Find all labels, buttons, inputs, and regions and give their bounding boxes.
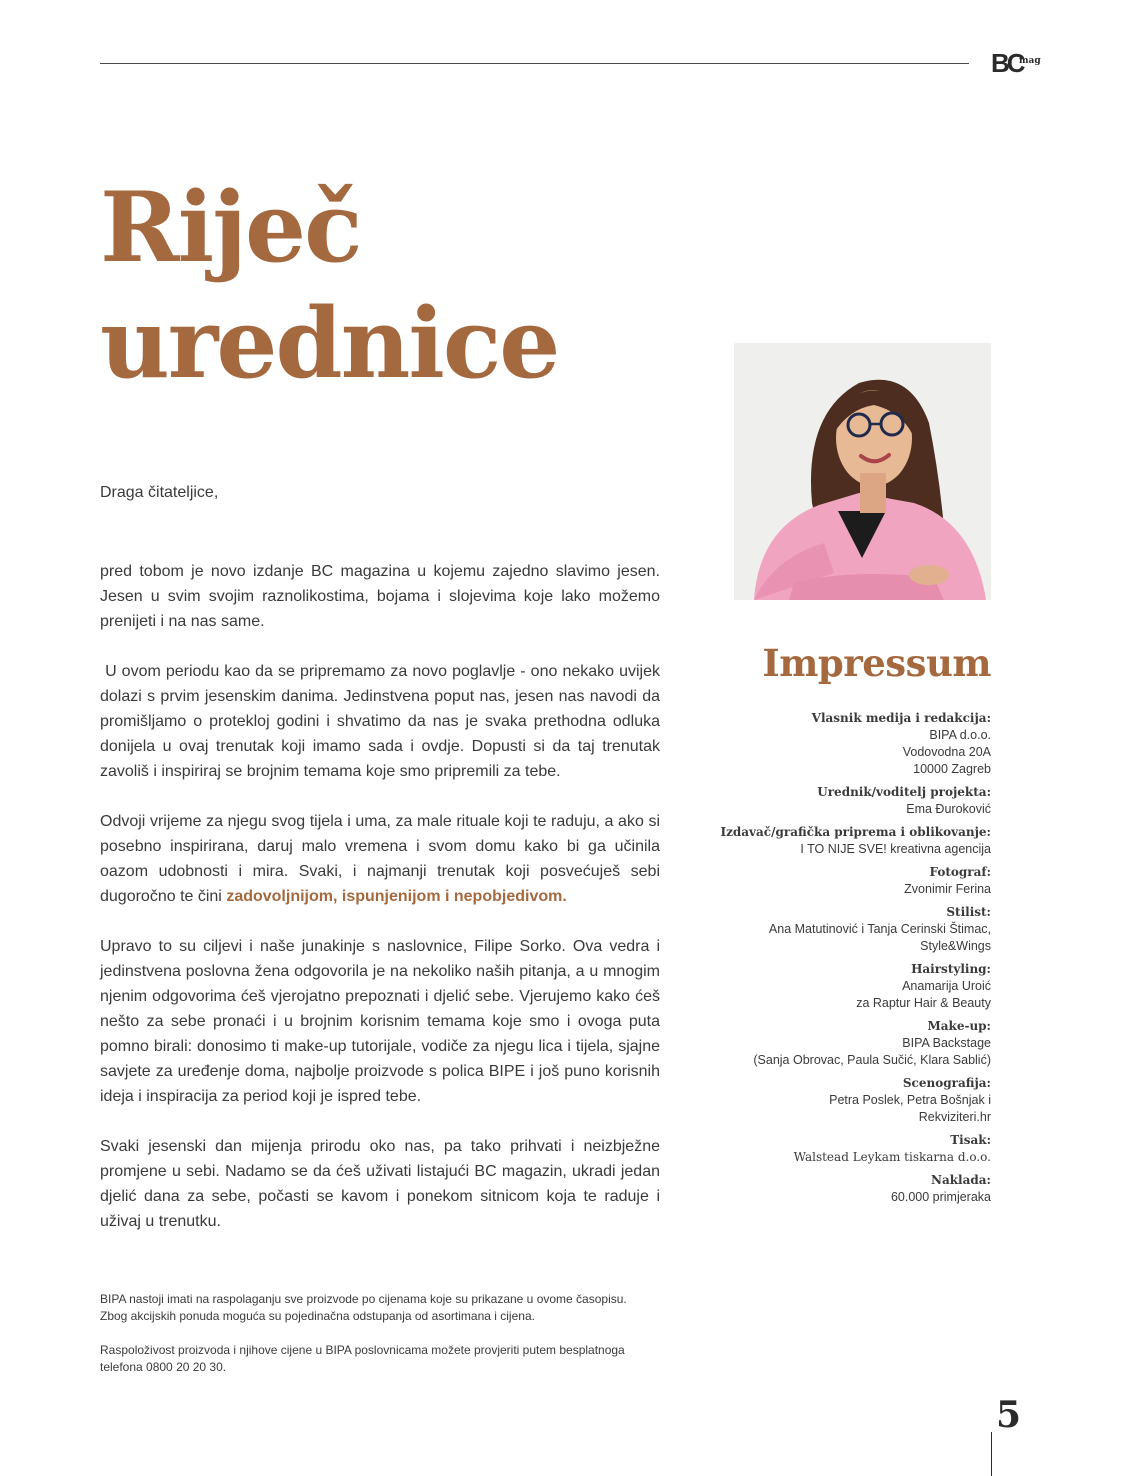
letter-paragraph-3 <box>100 809 660 909</box>
credit-editor <box>700 784 991 818</box>
credit-value: Zvonimir Ferina <box>904 882 991 896</box>
credit-value: BIPA Backstage <box>902 1036 991 1050</box>
credit-print <box>700 1132 991 1166</box>
credit-label: Izdavač/grafička priprema i oblikovanje: <box>720 825 991 839</box>
editor-letter <box>100 559 660 1259</box>
credit-value: za Raptur Hair & Beauty <box>856 996 991 1010</box>
credit-label: Fotograf: <box>929 865 991 879</box>
credit-scenography <box>700 1075 991 1126</box>
credit-value: Style&Wings <box>920 939 991 953</box>
credit-value: 10000 Zagreb <box>913 762 991 776</box>
credit-makeup <box>700 1018 991 1069</box>
credit-publisher <box>700 824 991 858</box>
impressum-title: Impressum <box>762 641 991 685</box>
disclaimer-line-1: BIPA nastoji imati na raspolaganju sve proizvode po cijenama koje su prikazane u ovome časopisu. <box>100 1292 627 1306</box>
credit-label: Stilist: <box>946 905 991 919</box>
credit-label: Urednik/voditelj projekta: <box>817 785 991 799</box>
page-number: 5 <box>996 1394 1022 1436</box>
credit-label: Vlasnik medija i redakcija: <box>811 711 991 725</box>
credit-value: BIPA d.o.o. <box>929 728 991 742</box>
credit-label: Tisak: <box>950 1133 991 1147</box>
page-title-line2: urednice <box>100 287 559 400</box>
editor-portrait <box>734 343 991 600</box>
credit-label: Make-up: <box>927 1019 991 1033</box>
letter-paragraph-2-text: U ovom periodu kao da se pripremamo za novo poglavlje - ono nekako uvijek dolazi s prvim jesenskim danima. Jedinstvena poput nas, jesen nas navodi da promišljamo o protekloj godini i shvatimo da nas je svaka prethodna odluka donijela u ovaj trenutak koji imamo sada i ovdje. Dopusti si da taj trenutak zavoliš i inspiriraj se brojnim temama koje smo pripremili za tebe. <box>100 663 660 780</box>
credit-value: Ana Matutinović i Tanja Cerinski Štimac, <box>768 922 991 936</box>
credit-value: 60.000 primjeraka <box>890 1190 991 1204</box>
page-number-rule <box>991 1432 992 1476</box>
credit-value: Anamarija Uroić <box>902 979 991 993</box>
credit-owner <box>700 710 991 778</box>
credit-circulation <box>700 1172 991 1206</box>
credit-photographer <box>700 864 991 898</box>
letter-paragraph-3-text: Odvoji vrijeme za njegu svog tijela i uma, za male rituale koji te raduju, a ako si posebno inspirirana, daruj malo vremena i svom domu kako bi ga učinila oazom udobnosti i mira. Svaki, i najmanji trenutak koji posvećuješ sebi dugoročno te čini <box>100 813 660 905</box>
letter-paragraph-1: pred tobom je novo izdanje BC magazina u kojemu zajedno slavimo jesen. Jesen u svim svojim raznolikostima, bojama i slojevima koje lako možemo prenijeti i na nas same. <box>100 563 660 630</box>
bc-mag-logo <box>991 48 1041 78</box>
letter-highlight: zadovoljnijom, ispunjenijom i nepobjedivom. <box>226 888 567 905</box>
letter-greeting: Draga čitateljice, <box>100 484 219 501</box>
credit-value: I TO NIJE SVE! kreativna agencija <box>800 842 991 856</box>
letter-paragraph-5: Svaki jesenski dan mijenja prirodu oko nas, pa tako prihvati i neizbježne promjene u sebi. Nadamo se da ćeš uživati listajući BC magazin, ukradi jedan djelić dana za sebe, počasti se kavom i ponekom sitnicom koja te raduje i uživaj u trenutku. <box>100 1138 660 1230</box>
page-title <box>100 170 558 402</box>
disclaimer-line-3: Raspoloživost proizvoda i njihove cijene u BIPA poslovnicama možete provjeriti putem besplatnoga <box>100 1343 625 1357</box>
editor-portrait-illustration <box>734 343 991 600</box>
impressum-credits <box>700 710 991 1212</box>
disclaimer-line-4: telefona 0800 20 20 30. <box>100 1360 227 1374</box>
disclaimer-1 <box>100 1291 680 1325</box>
credit-stylist <box>700 904 991 955</box>
header-rule <box>100 63 969 64</box>
credit-value: Walstead Leykam tiskarna d.o.o. <box>793 1150 991 1164</box>
credit-value: (Sanja Obrovac, Paula Sučić, Klara Sablić) <box>753 1053 991 1067</box>
logo-bc: BC <box>991 48 1023 78</box>
disclaimer-2 <box>100 1342 680 1376</box>
disclaimer-footnote <box>100 1291 680 1393</box>
credit-value: Petra Poslek, Petra Bošnjak i <box>829 1093 991 1107</box>
logo-mag: mag <box>1019 56 1041 66</box>
page-title-line1: Riječ <box>100 171 361 284</box>
letter-paragraph-2 <box>100 659 660 784</box>
disclaimer-line-2: Zbog akcijskih ponuda moguća su pojedinačna odstupanja od asortimana i cijena. <box>100 1309 535 1323</box>
credit-label: Scenografija: <box>902 1076 991 1090</box>
credit-value: Vodovodna 20A <box>902 745 991 759</box>
credit-value: Ema Đuroković <box>906 802 991 816</box>
credit-hairstyling <box>700 961 991 1012</box>
letter-paragraph-4: Upravo to su ciljevi i naše junakinje s naslovnice, Filipe Sorko. Ova vedra i jedinstvena poslovna žena odgovorila je na nekoliko naših pitanja, a u mnogim njenim odgovorima ćeš vjerojatno prepoznati i djelić sebe. Vjerujemo kako ćeš nešto za sebe pronaći i u brojnim korisnim temama koje smo i ovoga puta pomno birali: donosimo ti make-up tutorijale, vodiče za njegu lica i tijela, sjajne savjete za uređenje doma, najbolje proizvode s polica BIPE i još puno korisnih ideja i inspiracija za period koji je ispred tebe. <box>100 938 660 1105</box>
credit-label: Hairstyling: <box>911 962 991 976</box>
credit-value: Rekviziteri.hr <box>918 1110 991 1124</box>
credit-label: Naklada: <box>931 1173 991 1187</box>
